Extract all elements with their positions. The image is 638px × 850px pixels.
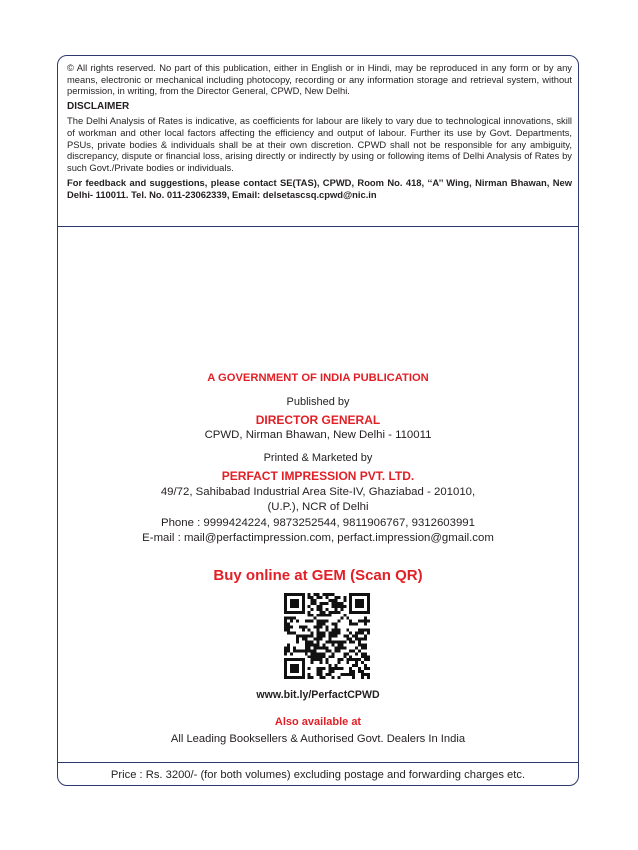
price-line: Price : Rs. 3200/- (for both volumes) excluding postage and forwarding charges etc. — [110, 769, 526, 781]
buy-online-heading: Buy online at GEM (Scan QR) — [213, 567, 423, 584]
printer-email: E-mail : mail@perfactimpression.com, perfact.impression@gmail.com — [142, 531, 494, 544]
divider-bottom — [57, 762, 579, 763]
printer-address-line: 49/72, Sahibabad Industrial Area Site-IV, Ghaziabad - 201010, — [160, 486, 476, 498]
copyright-notice: © All rights reserved. No part of this publication, either in English or in Hindi, may be reproduced in any form or by any means, electronic or mechanical including photocopy, recording or any information storage and retrieval system, without permission, in writing, from the Director General, CPWD, New Delhi. — [67, 62, 572, 97]
printed-by-label: Printed & Marketed by — [263, 452, 373, 464]
printer-name: PERFACT IMPRESSION PVT. LTD. — [221, 469, 415, 483]
purchase-link[interactable]: www.bit.ly/PerfactCPWD — [256, 689, 380, 701]
dealers-text: All Leading Booksellers & Authorised Govt. Dealers In India — [170, 733, 466, 745]
published-by-label: Published by — [286, 396, 350, 408]
publisher-name: DIRECTOR GENERAL — [255, 413, 381, 427]
printer-address-line: (U.P.), NCR of Delhi — [267, 501, 369, 514]
qr-code-graphic — [284, 593, 370, 679]
also-available-label: Also available at — [274, 716, 362, 728]
disclaimer-heading: DISCLAIMER — [67, 100, 130, 112]
divider-top — [57, 226, 579, 227]
qr-code[interactable] — [284, 593, 370, 679]
publisher-address: CPWD, Nirman Bhawan, New Delhi - 110011 — [204, 429, 432, 441]
printer-address-block — [57, 485, 579, 546]
legal-notice-block — [67, 62, 572, 201]
printer-phone: Phone : 9999424224, 9873252544, 9811906767, 9312603991 — [161, 516, 475, 529]
disclaimer-text: The Delhi Analysis of Rates is indicative, as coefficients for labour are likely to vary due to technological innovations, skill of workman and other local factors affecting the efficiency and output of labour. Further its use by Govt. Departments, PSUs, private bodies & individuals shall be at their own discretion. CPWD shall not be responsible for any ambiguity, discrepancy, dispute or financial loss, arising directly or indirectly by using or following items of Delhi Analysis of Rates by such Govt./Private bodies or individuals. — [67, 115, 572, 173]
publication-title: A GOVERNMENT OF INDIA PUBLICATION — [207, 372, 429, 384]
feedback-contact: For feedback and suggestions, please contact SE(TAS), CPWD, Room No. 418, ‘‘A’’ Wing, Nirman Bhawan, New Delhi- 110011. Tel. No. 011-23062339, Email: delsetascsq.cpwd@nic.in — [67, 177, 572, 200]
